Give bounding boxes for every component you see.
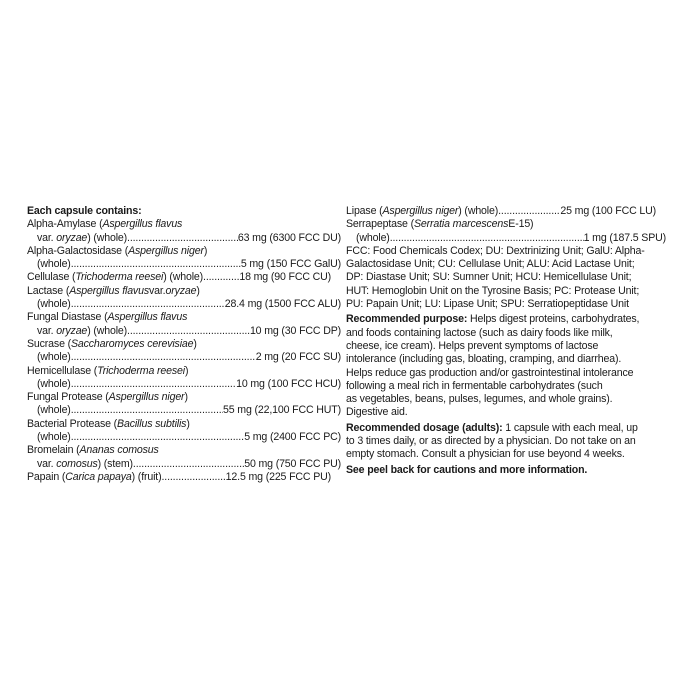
ingredient-source: Trichoderma reesei	[75, 271, 164, 284]
ingredient-alpha-galactosidase	[27, 245, 331, 258]
ingredients-column	[27, 205, 339, 484]
dosage-text-line: 1 capsule with each meal, up	[502, 421, 638, 434]
ingredient-source: Aspergillus flavus	[69, 284, 149, 297]
ingredient-name: Alpha-Amylase (	[27, 218, 103, 231]
ingredient-part: (whole)	[37, 404, 71, 417]
leader-dots	[498, 205, 560, 218]
ingredient-suffix: )	[203, 244, 208, 257]
leader-dots	[71, 258, 241, 271]
purpose-text-line: cheese, ice cream). Helps prevent symptoms of lactose	[346, 339, 599, 352]
dosage-text-line: empty stomach. Consult a physician for use beyond 4 weeks.	[346, 448, 625, 461]
leader-dots	[71, 404, 223, 417]
ingredient-lipase	[346, 205, 656, 218]
leader-dots	[71, 378, 236, 391]
leader-dots	[71, 298, 225, 311]
ingredient-bacterial-protease-amount-line	[27, 431, 341, 444]
purpose-text-line: Helps digest proteins, carbohydrates,	[467, 313, 640, 326]
leader-dots	[127, 232, 238, 245]
leader-dots	[203, 271, 239, 284]
ingredient-lactase-amount-line	[27, 298, 341, 311]
abbreviation-line: HUT: Hemoglobin Unit on the Tyrosine Basis; PC: Protease Unit;	[346, 284, 640, 297]
ingredient-suffix: )	[186, 417, 190, 430]
ingredient-suffix: E-15)	[508, 218, 534, 231]
ingredient-variety: oryzae	[56, 324, 88, 337]
ingredient-amount: 1 mg (187.5 SPU)	[583, 231, 666, 244]
ingredient-amount: 10 mg (30 FCC DP)	[249, 324, 341, 337]
abbreviation-line: FCC: Food Chemicals Codex; DU: Dextrinizing Unit; GalU: Alpha-	[346, 244, 645, 257]
ingredient-serrapeptase	[346, 218, 656, 231]
ingredient-name: Papain (	[27, 470, 66, 483]
ingredient-name: Alpha-Galactosidase (	[27, 244, 129, 257]
ingredient-cellulase	[27, 271, 331, 284]
recommended-dosage	[346, 422, 658, 462]
ingredient-part: ) (whole)	[458, 205, 499, 217]
ingredient-amount: 28.4 mg (1500 FCC ALU)	[224, 298, 341, 311]
ingredient-fungal-protease-amount-line	[27, 404, 341, 417]
ingredient-name: Lactase (	[27, 284, 70, 297]
ingredient-alpha-galactosidase-amount-line	[27, 258, 341, 271]
abbreviation-line: DP: Diastase Unit; SU: Sumner Unit; HCU: Hemicellulase Unit;	[346, 271, 632, 284]
ingredient-name: Fungal Protease (	[27, 391, 109, 404]
ingredient-sucrase	[27, 338, 331, 351]
leader-dots	[133, 458, 244, 471]
purpose-text-line: Digestive aid.	[346, 406, 408, 419]
info-column	[346, 205, 666, 477]
ingredient-source: Aspergillus niger	[382, 205, 459, 217]
ingredient-part: (whole)	[356, 231, 390, 244]
leader-dots	[127, 325, 250, 338]
leader-dots	[71, 431, 245, 444]
ingredient-source: Serratia marcescens	[413, 218, 509, 231]
ingredient-name: Bacterial Protease (	[27, 417, 118, 430]
ingredient-lactase	[27, 285, 331, 298]
ingredient-hemicellulase	[27, 365, 331, 378]
ingredient-bromelain	[27, 444, 331, 457]
ingredient-paren: )	[196, 284, 200, 297]
ingredient-fungal-diastase-amount-line	[27, 325, 341, 338]
ingredient-part: ) (whole)	[87, 324, 128, 337]
purpose-label: Recommended purpose:	[346, 313, 468, 326]
ingredient-part: ) (whole)	[87, 231, 128, 244]
ingredient-alpha-amylase-amount-line	[27, 232, 341, 245]
ingredient-source: Trichoderma reesei	[97, 364, 185, 377]
ingredient-variety-prefix: var.	[37, 324, 57, 337]
ingredient-name: Lipase (	[346, 205, 383, 217]
leader-dots	[390, 232, 584, 245]
ingredient-part: (whole)	[37, 351, 71, 364]
ingredient-amount: 18 mg (90 FCC CU)	[239, 271, 331, 284]
recommended-purpose	[346, 313, 658, 419]
ingredient-name: Bromelain (	[27, 444, 80, 457]
ingredient-suffix: )	[184, 364, 189, 377]
ingredient-part: (whole)	[37, 431, 71, 444]
ingredient-source: Bacillus subtilis	[117, 417, 187, 430]
ingredient-part: (whole)	[37, 258, 71, 271]
ingredient-part: ) (stem)	[97, 457, 133, 470]
ingredient-fungal-diastase	[27, 311, 331, 324]
ingredient-amount: 12.5 mg (225 FCC PU)	[225, 470, 331, 483]
ingredient-part: (whole)	[37, 298, 71, 311]
dosage-text-line: to 3 times daily, or as directed by a physician. Do not take on an	[346, 435, 636, 448]
ingredient-variety: oryzae	[165, 284, 197, 297]
ingredient-fungal-protease	[27, 391, 331, 404]
abbreviation-line: PU: Papain Unit; LU: Lipase Unit; SPU: Serratiopeptidase Unit	[346, 298, 629, 311]
ingredient-part: ) (whole)	[163, 271, 204, 284]
ingredient-source: Aspergillus flavus	[107, 311, 188, 324]
ingredient-name: Serrapeptase (	[346, 218, 414, 231]
ingredient-part: ) (fruit)	[131, 470, 162, 483]
see-peel-back-note: See peel back for cautions and more information.	[346, 463, 588, 476]
ingredient-name: Hemicellulase (	[27, 364, 98, 377]
ingredient-amount: 2 mg (20 FCC SU)	[255, 351, 341, 364]
ingredient-source: Aspergillus niger	[128, 244, 204, 257]
purpose-text-line: as vegetables, beans, pulses, legumes, and whole grains).	[346, 393, 613, 406]
ingredient-source: Ananas comosus	[79, 444, 159, 457]
ingredient-name: Cellulase (	[27, 271, 76, 284]
ingredient-source: Saccharomyces cerevisiae	[70, 337, 194, 350]
ingredient-variety-prefix: var.	[37, 457, 57, 470]
ingredient-part: (whole)	[37, 377, 71, 390]
ingredient-amount: 63 mg (6300 FCC DU)	[237, 231, 341, 244]
abbreviations-note	[346, 245, 658, 311]
ingredient-suffix: )	[193, 337, 197, 350]
ingredient-variety: comosus	[56, 457, 98, 470]
ingredient-hemicellulase-amount-line	[27, 378, 341, 391]
ingredient-variety: oryzae	[56, 231, 88, 244]
abbreviation-line: Galactosidase Unit; CU: Cellulase Unit; ALU: Acid Lactase Unit;	[346, 258, 635, 271]
ingredient-bromelain-amount-line	[27, 458, 341, 471]
ingredient-sucrase-amount-line	[27, 351, 341, 364]
ingredient-alpha-amylase	[27, 218, 331, 231]
purpose-text-line: Helps reduce gas production and/or gastrointestinal intolerance	[346, 366, 634, 379]
purpose-text-line: following a meal rich in fermentable carbohydrates (such	[346, 379, 603, 392]
ingredient-amount: 25 mg (100 FCC LU)	[560, 205, 656, 217]
purpose-text-line: intolerance (including gas, bloating, cramping, and diarrhea).	[346, 353, 622, 366]
ingredient-amount: 5 mg (2400 FCC PC)	[244, 431, 341, 444]
ingredient-variety-prefix: var.	[37, 231, 57, 244]
ingredient-source: Carica papaya	[65, 470, 132, 483]
capsule-heading: Each capsule contains:	[27, 205, 142, 217]
leader-dots	[161, 471, 225, 484]
ingredient-amount: 55 mg (22,100 FCC HUT)	[223, 404, 341, 417]
ingredient-variety-prefix: var.	[148, 284, 166, 297]
ingredient-name: Fungal Diastase (	[27, 311, 108, 324]
ingredient-suffix: )	[184, 391, 188, 404]
ingredient-bacterial-protease	[27, 418, 331, 431]
leader-dots	[71, 351, 256, 364]
ingredient-source: Aspergillus flavus	[102, 218, 183, 231]
ingredient-serrapeptase-amount-line	[346, 232, 666, 245]
ingredient-name: Sucrase (	[27, 337, 71, 350]
ingredient-amount: 50 mg (750 FCC PU)	[244, 457, 341, 470]
ingredient-amount: 10 mg (100 FCC HCU)	[236, 377, 341, 390]
ingredient-source: Aspergillus niger	[108, 391, 185, 404]
ingredient-papain	[27, 471, 331, 484]
purpose-text-line: and foods containing lactose (such as dairy foods like milk,	[346, 326, 613, 339]
dosage-label: Recommended dosage (adults):	[346, 421, 503, 434]
ingredient-amount: 5 mg (150 FCC GalU)	[240, 258, 341, 271]
